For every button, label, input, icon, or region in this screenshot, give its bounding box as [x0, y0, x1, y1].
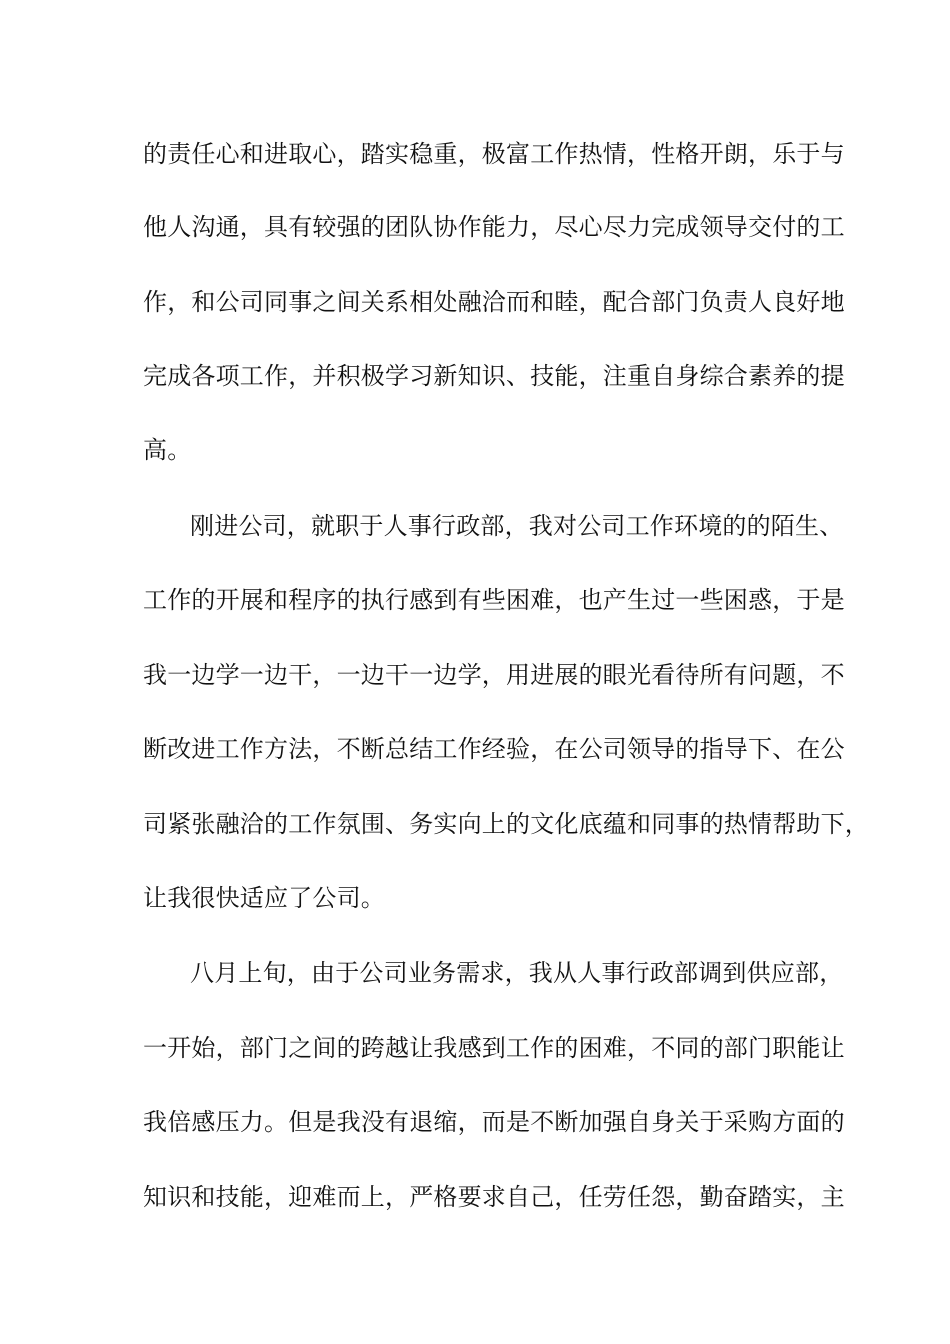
- paragraph-line: 我倍感压力。但是我没有退缩，而是不断加强自身关于采购方面的: [143, 1108, 845, 1136]
- paragraph-line: 完成各项工作，并积极学习新知识、技能，注重自身综合素养的提: [143, 362, 845, 390]
- paragraph-line: 工作的开展和程序的执行感到有些困难，也产生过一些困惑，于是: [143, 586, 845, 614]
- paragraph-line: 刚进公司，就职于人事行政部，我对公司工作环境的的陌生、: [190, 512, 844, 540]
- paragraph-line: 让我很快适应了公司。: [143, 884, 385, 912]
- paragraph-line: 他人沟通，具有较强的团队协作能力，尽心尽力完成领导交付的工: [143, 213, 845, 241]
- paragraph-line: 作，和公司同事之间关系相处融洽而和睦，配合部门负责人良好地: [143, 288, 845, 316]
- paragraph-line: 司紧张融洽的工作氛围、务实向上的文化底蕴和同事的热情帮助下，: [143, 810, 869, 838]
- paragraph-line: 的责任心和进取心，踏实稳重，极富工作热情，性格开朗，乐于与: [143, 140, 845, 168]
- paragraph-line: 知识和技能，迎难而上，严格要求自己，任劳任怨，勤奋踏实，主: [143, 1183, 845, 1211]
- paragraph-line: 八月上旬，由于公司业务需求，我从人事行政部调到供应部，: [190, 959, 844, 987]
- paragraph-line: 高。: [143, 436, 192, 464]
- paragraph-line: 一开始，部门之间的跨越让我感到工作的困难，不同的部门职能让: [143, 1034, 845, 1062]
- paragraph-line: 断改进工作方法，不断总结工作经验，在公司领导的指导下、在公: [143, 735, 845, 763]
- paragraph-line: 我一边学一边干，一边干一边学，用进展的眼光看待所有问题，不: [143, 661, 845, 689]
